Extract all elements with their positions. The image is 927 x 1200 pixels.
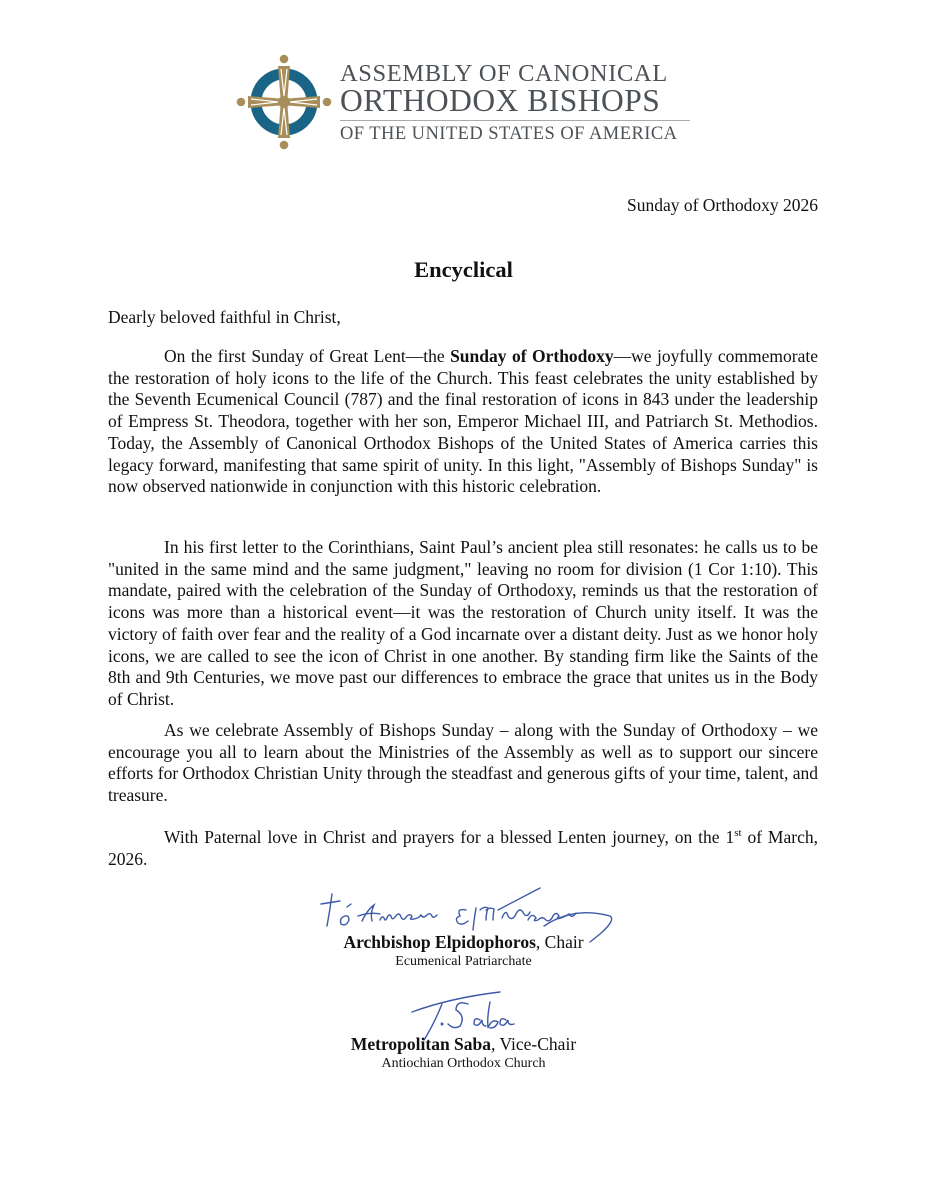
signer-role: , Vice-Chair [491,1034,577,1054]
paragraph-1-post: —we joyfully commemorate the restoration of holy icons to the life of the Church. This feast celebrates the unity established by the Seventh Ecumenical Council (787) and the final restoration of icons in 843 under the leadership of Empress St. Theodora, together with her son, Emperor Michael III, and Patriarch St. Methodios. Today, the Assembly of Canonical Orthodox Bishops of the United States of America carries this legacy forward, manifesting that same spirit of unity. In this light, "Assembly of Bishops Sunday" is now observed nationwide in conjunction with this historic celebration. [108,346,819,497]
org-name-line2: ORTHODOX BISHOPS [340,83,661,118]
paragraph-4-pre: With Paternal love in Christ and prayers for a blessed Lenten journey, on the 1 [164,827,735,847]
ordinal-suffix: st [734,827,742,840]
signer-name-line [0,931,927,953]
org-name-line1: ASSEMBLY OF CANONICAL [340,60,668,87]
signer-name: Metropolitan Saba [350,1034,492,1054]
paragraph-1-pre: On the first Sunday of Great Lent—the [164,346,451,366]
paragraph-1-emphasis: Sunday of Orthodoxy [450,346,614,366]
paragraph-4 [108,827,818,870]
paragraph-1 [108,346,818,498]
signer-name: Archbishop Elpidophoros [343,932,536,952]
signer-name-line [0,1033,927,1055]
org-name-line3: OF THE UNITED STATES OF AMERICA [340,124,678,144]
date-line: Sunday of Orthodoxy 2026 [626,195,818,215]
document-title: Encyclical [414,257,513,282]
signer-role: , Chair [535,932,584,952]
paragraph-4-post: of March, 2026. [108,827,818,869]
paragraph-3: As we celebrate Assembly of Bishops Sunday – along with the Sunday of Orthodoxy – we encourage you all to learn about the Ministries of the Assembly as well as to support our sincere efforts for Orthodox Christian Unity through the steadfast and generous gifts of your time, talent, and treasure. [108,720,818,806]
letterhead [234,52,696,154]
salutation: Dearly beloved faithful in Christ, [108,307,341,327]
signer-church: Ecumenical Patriarchate [395,954,532,969]
orthodox-cross-icon [234,52,334,152]
signer-church: Antiochian Orthodox Church [381,1056,546,1071]
letterhead-divider [340,120,690,121]
organization-name [340,62,696,145]
paragraph-2: In his first letter to the Corinthians, Saint Paul’s ancient plea still resonates: he calls us to be "united in the same mind and the same judgment," leaving no room for division (1 Cor 1:10). This mandate, paired with the celebration of the Sunday of Orthodoxy, reminds us that the restoration of icons was more than a historical event—it was the restoration of Church unity itself. It was the victory of faith over fear and the reality of a God incarnate over a distant deity. Just as we honor holy icons, we are called to see the icon of Christ in one another. By standing firm like the Saints of the 8th and 9th Centuries, we move past our differences to embrace the grace that unites us in the Body of Christ. [108,537,818,709]
